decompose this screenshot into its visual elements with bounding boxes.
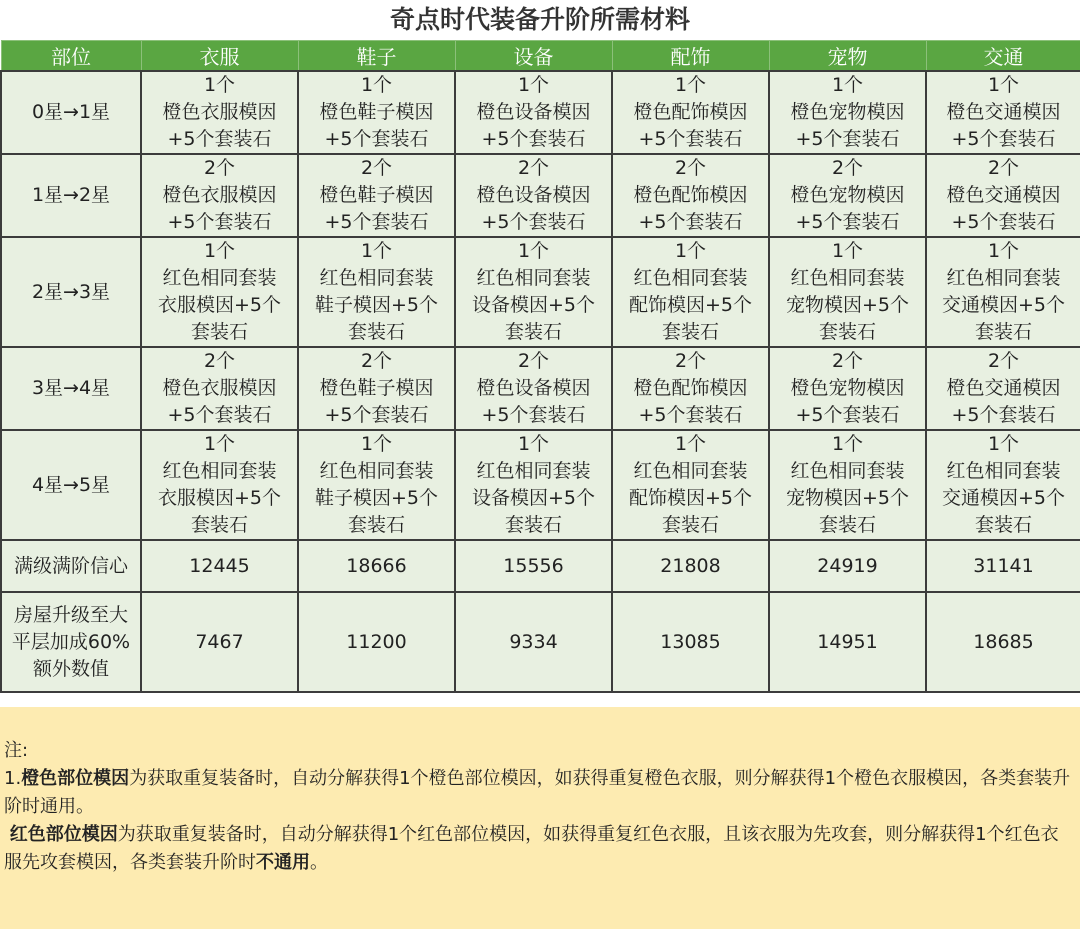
material-line: 套装石 (661, 514, 719, 536)
material-line: 1个 (360, 433, 393, 455)
material-line: 配饰模因+5个 (628, 294, 752, 316)
material-line: 红色相同套装 (946, 267, 1061, 289)
material-line: 套装石 (974, 321, 1032, 343)
material-line: 红色相同套装 (946, 460, 1061, 482)
material-cell (455, 154, 612, 237)
material-cell (612, 347, 769, 430)
material-line: 红色相同套装 (476, 267, 591, 289)
material-cell (141, 71, 298, 154)
material-cell (612, 237, 769, 347)
material-line: 橙色宠物模因 (790, 377, 905, 399)
stage-label: 2星→3星 (1, 237, 141, 347)
table-row (1, 347, 1080, 430)
material-line: 1个 (831, 74, 864, 96)
material-line: 橙色鞋子模因 (319, 184, 434, 206)
material-cell (141, 430, 298, 540)
note-not-shared: 不通用 (256, 852, 310, 873)
material-line: +5个套装石 (795, 128, 900, 150)
notes-heading: 注: (4, 740, 29, 761)
material-cell (769, 71, 926, 154)
material-line: 2个 (517, 157, 550, 179)
material-line: 衣服模因+5个 (157, 294, 281, 316)
material-line: 红色相同套装 (790, 460, 905, 482)
material-cell (612, 430, 769, 540)
note-red-meme: 红色部位模因为获取重复装备时，自动分解获得1个红色部位模因，如获得重复红色衣服，且该衣服为先攻套，则分解获得1个红色衣服先攻套模因，各类套装升阶时不通用。 (4, 824, 1059, 873)
column-header-clothes: 衣服 (141, 41, 298, 72)
material-line: 宠物模因+5个 (785, 294, 909, 316)
material-line: +5个套装石 (638, 128, 743, 150)
material-line: +5个套装石 (481, 211, 586, 233)
material-line: 2个 (674, 350, 707, 372)
stage-label: 3星→4星 (1, 347, 141, 430)
material-line: +5个套装石 (167, 404, 272, 426)
material-line: 红色相同套装 (319, 460, 434, 482)
material-line: 1个 (360, 240, 393, 262)
material-line: 设备模因+5个 (471, 487, 595, 509)
material-line: 橙色交通模因 (946, 101, 1061, 123)
column-header-pet: 宠物 (769, 41, 926, 72)
material-line: 1个 (987, 433, 1020, 455)
house-bonus-label (1, 592, 141, 692)
stage-label: 4星→5星 (1, 430, 141, 540)
material-line: 2个 (360, 350, 393, 372)
material-line: +5个套装石 (324, 128, 429, 150)
material-line: 1个 (831, 433, 864, 455)
material-line: 套装石 (504, 321, 562, 343)
house-bonus-label-line: 平层加成60% (11, 630, 131, 653)
house-bonus-value: 7467 (141, 592, 298, 692)
material-line: 2个 (203, 157, 236, 179)
material-line: 橙色鞋子模因 (319, 101, 434, 123)
house-bonus-label-line: 额外数值 (32, 657, 109, 680)
material-line: 2个 (987, 350, 1020, 372)
material-line: 橙色设备模因 (476, 184, 591, 206)
confidence-value: 18666 (298, 540, 455, 592)
material-line: 套装石 (347, 514, 405, 536)
material-line: 1个 (987, 240, 1020, 262)
material-line: 橙色衣服模因 (162, 184, 277, 206)
material-line: 橙色衣服模因 (162, 377, 277, 399)
material-line: 配饰模因+5个 (628, 487, 752, 509)
house-bonus-value: 11200 (298, 592, 455, 692)
material-line: 1个 (360, 74, 393, 96)
material-cell (298, 71, 455, 154)
material-line: 红色相同套装 (633, 460, 748, 482)
confidence-value: 21808 (612, 540, 769, 592)
material-cell (926, 430, 1080, 540)
material-line: 衣服模因+5个 (157, 487, 281, 509)
material-cell (612, 154, 769, 237)
material-cell (298, 347, 455, 430)
material-line: 红色相同套装 (319, 267, 434, 289)
material-cell (141, 347, 298, 430)
material-line: 1个 (674, 74, 707, 96)
material-cell (298, 154, 455, 237)
material-line: +5个套装石 (167, 211, 272, 233)
material-line: +5个套装石 (167, 128, 272, 150)
house-bonus-value: 9334 (455, 592, 612, 692)
material-line: 套装石 (190, 514, 248, 536)
material-line: 套装石 (661, 321, 719, 343)
column-header-device: 设备 (455, 41, 612, 72)
material-line: 橙色鞋子模因 (319, 377, 434, 399)
material-line: 套装石 (190, 321, 248, 343)
table-header-row (1, 41, 1080, 72)
column-header-part: 部位 (1, 41, 141, 72)
material-line: +5个套装石 (795, 211, 900, 233)
material-line: +5个套装石 (951, 211, 1056, 233)
table-row (1, 237, 1080, 347)
material-line: 1个 (203, 74, 236, 96)
material-cell (455, 71, 612, 154)
material-cell (926, 237, 1080, 347)
confidence-row (1, 540, 1080, 592)
material-line: 宠物模因+5个 (785, 487, 909, 509)
material-line: 套装石 (974, 514, 1032, 536)
material-line: +5个套装石 (324, 404, 429, 426)
material-line: +5个套装石 (951, 404, 1056, 426)
material-line: 橙色设备模因 (476, 101, 591, 123)
material-line: +5个套装石 (638, 211, 743, 233)
material-line: 1个 (987, 74, 1020, 96)
material-line: +5个套装石 (324, 211, 429, 233)
house-bonus-value: 14951 (769, 592, 926, 692)
material-cell (141, 237, 298, 347)
material-cell (769, 154, 926, 237)
material-cell (612, 71, 769, 154)
confidence-value: 31141 (926, 540, 1080, 592)
material-cell (769, 347, 926, 430)
material-line: 1个 (517, 240, 550, 262)
table-row (1, 71, 1080, 154)
material-line: 橙色宠物模因 (790, 101, 905, 123)
material-line: 1个 (517, 74, 550, 96)
material-line: 1个 (203, 240, 236, 262)
confidence-value: 24919 (769, 540, 926, 592)
table-row (1, 430, 1080, 540)
material-line: 套装石 (347, 321, 405, 343)
material-line: 2个 (517, 350, 550, 372)
material-line: +5个套装石 (481, 404, 586, 426)
material-line: +5个套装石 (481, 128, 586, 150)
material-line: 红色相同套装 (476, 460, 591, 482)
house-bonus-label-line: 房屋升级至大 (13, 603, 128, 626)
note-orange-meme: 1.橙色部位模因为获取重复装备时，自动分解获得1个橙色部位模因，如获得重复橙色衣服，则分解获得1个橙色衣服模因，各类套装升阶时通用。 (4, 768, 1071, 817)
material-cell (455, 430, 612, 540)
material-line: 设备模因+5个 (471, 294, 595, 316)
stage-label: 1星→2星 (1, 154, 141, 237)
material-cell (769, 237, 926, 347)
confidence-value: 15556 (455, 540, 612, 592)
material-line: 套装石 (818, 514, 876, 536)
material-line: 红色相同套装 (162, 267, 277, 289)
material-line: 2个 (831, 157, 864, 179)
note-red-term: 红色部位模因 (9, 824, 118, 845)
material-line: 交通模因+5个 (941, 487, 1065, 509)
materials-table (0, 40, 1080, 693)
note-orange-term: 橙色部位模因 (21, 768, 130, 789)
material-cell (769, 430, 926, 540)
material-cell (141, 154, 298, 237)
material-line: 橙色宠物模因 (790, 184, 905, 206)
material-cell (298, 237, 455, 347)
material-line: 2个 (831, 350, 864, 372)
material-line: 2个 (203, 350, 236, 372)
material-line: 红色相同套装 (790, 267, 905, 289)
column-header-transport: 交通 (926, 41, 1080, 72)
material-line: 套装石 (504, 514, 562, 536)
house-bonus-row (1, 592, 1080, 692)
material-line: 橙色衣服模因 (162, 101, 277, 123)
material-cell (455, 347, 612, 430)
material-line: 橙色配饰模因 (633, 377, 748, 399)
material-line: 橙色交通模因 (946, 184, 1061, 206)
material-cell (298, 430, 455, 540)
material-line: 2个 (360, 157, 393, 179)
house-bonus-value: 18685 (926, 592, 1080, 692)
material-line: 交通模因+5个 (941, 294, 1065, 316)
notes-panel (0, 707, 1080, 929)
stage-label: 0星→1星 (1, 71, 141, 154)
material-line: 套装石 (818, 321, 876, 343)
material-line: 1个 (517, 433, 550, 455)
material-line: 橙色配饰模因 (633, 184, 748, 206)
material-line: 1个 (203, 433, 236, 455)
column-header-shoes: 鞋子 (298, 41, 455, 72)
material-line: +5个套装石 (638, 404, 743, 426)
material-line: +5个套装石 (795, 404, 900, 426)
material-line: 橙色配饰模因 (633, 101, 748, 123)
material-cell (455, 237, 612, 347)
material-line: 鞋子模因+5个 (314, 294, 438, 316)
house-bonus-value: 13085 (612, 592, 769, 692)
material-line: 2个 (674, 157, 707, 179)
material-cell (926, 347, 1080, 430)
confidence-label: 满级满阶信心 (1, 540, 141, 592)
material-line: 红色相同套装 (633, 267, 748, 289)
material-line: 1个 (831, 240, 864, 262)
material-line: +5个套装石 (951, 128, 1056, 150)
column-header-accessory: 配饰 (612, 41, 769, 72)
material-cell (926, 154, 1080, 237)
material-line: 1个 (674, 240, 707, 262)
material-line: 2个 (987, 157, 1020, 179)
page-title: 奇点时代装备升阶所需材料 (0, 0, 1080, 40)
material-cell (926, 71, 1080, 154)
material-line: 红色相同套装 (162, 460, 277, 482)
material-line: 橙色设备模因 (476, 377, 591, 399)
material-line: 1个 (674, 433, 707, 455)
material-line: 橙色交通模因 (946, 377, 1061, 399)
material-line: 鞋子模因+5个 (314, 487, 438, 509)
table-row (1, 154, 1080, 237)
confidence-value: 12445 (141, 540, 298, 592)
